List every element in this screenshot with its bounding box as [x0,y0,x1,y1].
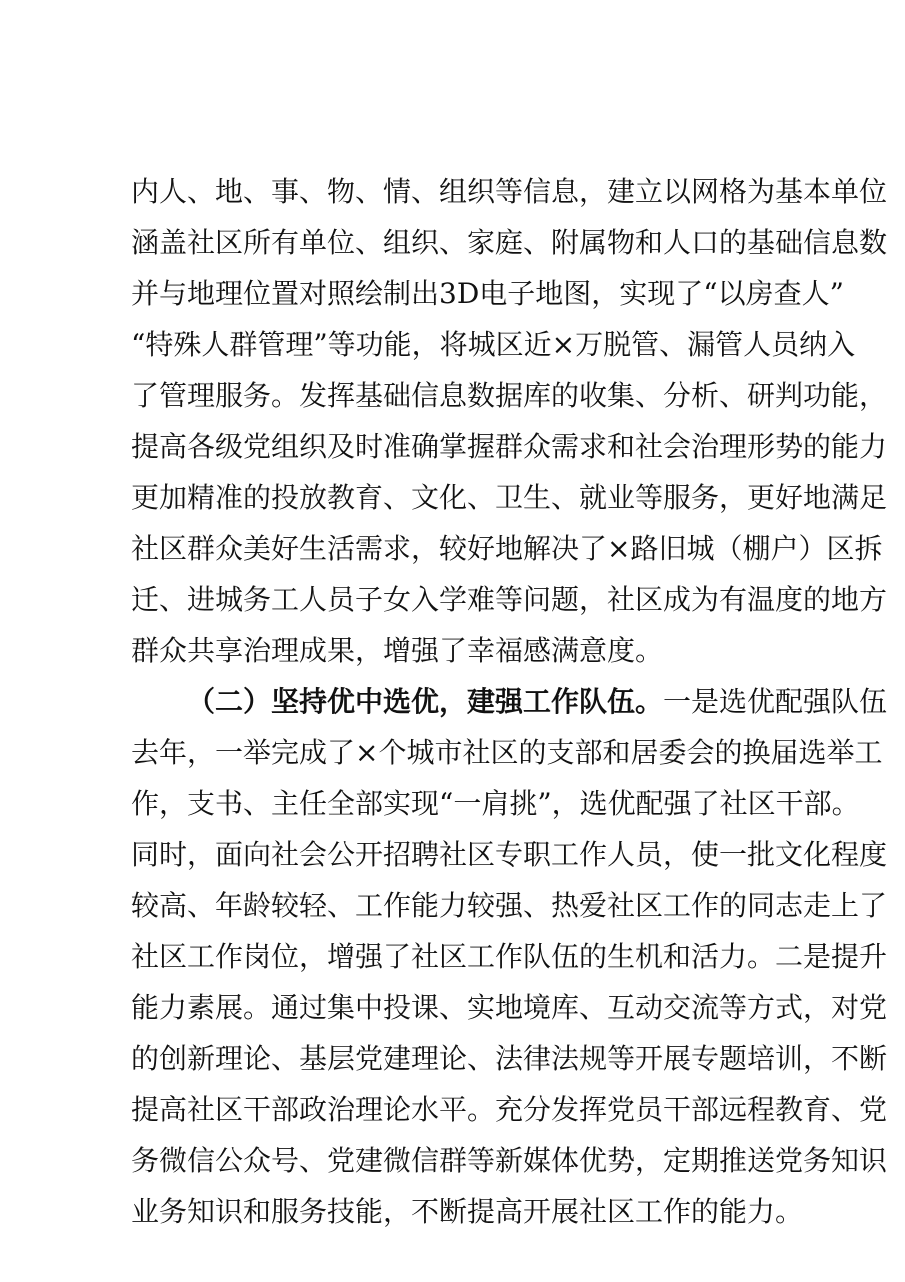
text-line: 更加精准的投放教育、文化、卫生、就业等服务，更好地满足 [131,481,888,514]
text-line: 提高社区干部政治理论水平。充分发挥党员干部远程教育、党 [131,1093,888,1126]
section-heading: （二）坚持优中选优，建强工作队伍。 [187,685,664,718]
text-line: 较高、年龄较轻、工作能力较强、热爱社区工作的同志走上了 [131,889,888,922]
text-line: 能力素展。通过集中投课、实地境库、互动交流等方式，对党 [131,991,888,1024]
paragraph-2-first-line [131,676,888,727]
text-line: 提高各级党组织及时准确掌握群众需求和社会治理形势的能力 [131,430,888,463]
text-line: 内人、地、事、物、情、组织等信息，建立以网格为基本单位 [131,175,888,208]
text-line: 作，支书、主任全部实现“一肩挑”，选优配强了社区干部。 [131,787,860,820]
text-line: “特殊人群管理”等功能，将城区近×万脱管、漏管人员纳入 [131,328,856,361]
text-line: 社区群众美好生活需求，较好地解决了×路旧城（棚户）区拆 [131,532,883,565]
first-line-text: 一是选优配强队伍 [663,685,888,718]
text-line: 迁、进城务工人员子女入学难等问题，社区成为有温度的地方 [131,583,888,616]
text-line: 并与地理位置对照绘制出3D电子地图，实现了“以房查人” [131,277,844,310]
document-body [131,166,888,1237]
text-line: 去年，一举完成了×个城市社区的支部和居委会的换届选举工 [131,736,883,769]
text-line: 业务知识和服务技能，不断提高开展社区工作的能力。 [131,1195,804,1228]
paragraph-1 [131,166,888,676]
text-line: 涵盖社区所有单位、组织、家庭、附属物和人口的基础信息数 [131,226,888,259]
text-line: 的创新理论、基层党建理论、法律法规等开展专题培训，不断 [131,1042,888,1075]
text-line: 务微信公众号、党建微信群等新媒体优势，定期推送党务知识 [131,1144,888,1177]
text-line: 群众共享治理成果，增强了幸福感满意度。 [131,634,664,667]
text-line: 同时，面向社会公开招聘社区专职工作人员，使一批文化程度 [131,838,888,871]
text-line: 了管理服务。发挥基础信息数据库的收集、分析、研判功能， [131,379,888,412]
text-line: 社区工作岗位，增强了社区工作队伍的生机和活力。二是提升 [131,940,888,973]
paragraph-2 [131,676,888,1237]
